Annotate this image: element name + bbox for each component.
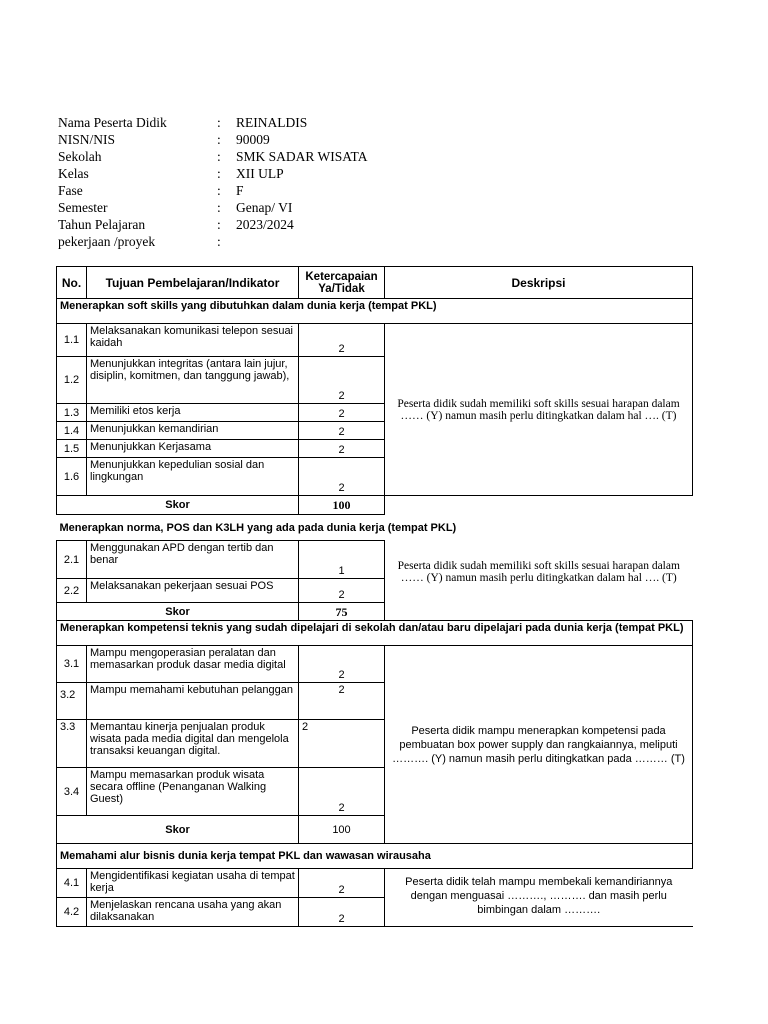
item-no: 1.1 xyxy=(57,324,87,357)
info-value: F xyxy=(236,183,244,198)
item-value: 2 xyxy=(299,898,385,927)
info-value: REINALDIS xyxy=(236,115,308,130)
skor-row xyxy=(57,603,693,621)
skor-value: 75 xyxy=(299,603,385,621)
table-row xyxy=(57,646,693,683)
skor-value: 100 xyxy=(299,496,385,515)
info-colon: : xyxy=(217,183,221,198)
skor-label: Skor xyxy=(57,603,299,621)
section-description: Peserta didik sudah memiliki soft skills sesuai harapan dalam …… (Y) namun masih perlu ditingkatkan dalam hal …. (T) xyxy=(385,324,693,496)
item-text: Memiliki etos kerja xyxy=(87,404,299,422)
info-label: Nama Peserta Didik xyxy=(58,115,167,130)
table-row xyxy=(57,324,693,357)
section-title-row xyxy=(57,621,693,646)
info-value: XII ULP xyxy=(236,166,284,181)
assessment-table xyxy=(56,266,693,927)
section-title: Menerapkan norma, POS dan K3LH yang ada pada dunia kerja (tempat PKL) xyxy=(59,521,457,534)
item-text: Mampu memahami kebutuhan pelanggan xyxy=(87,683,299,720)
item-value: 2 xyxy=(299,440,385,458)
section-description: Peserta didik mampu menerapkan kompetensi pada pembuatan box power supply dan rangkaiannya, meliputi ………. (Y) namun masih perlu ditingkatkan pada ……… (T) xyxy=(385,646,693,844)
item-text: Menggunakan APD dengan tertib dan benar xyxy=(87,541,299,579)
table-row xyxy=(57,869,693,898)
item-value: 2 xyxy=(299,422,385,440)
section-title: Menerapkan soft skills yang dibutuhkan dalam dunia kerja (tempat PKL) xyxy=(57,299,693,324)
item-value: 2 xyxy=(299,357,385,404)
info-colon: : xyxy=(217,149,221,164)
item-text: Memantau kinerja penjualan produk wisata pada media digital dan mengelola transaksi keuangan digital. xyxy=(87,720,299,768)
section-title-row xyxy=(57,299,693,324)
section-description: Peserta didik telah mampu membekali kemandiriannya dengan menguasai ………., ………. dan masih perlu bimbingan dalam ………. xyxy=(385,869,693,927)
empty-cell xyxy=(385,603,693,621)
skor-row xyxy=(57,496,693,515)
info-value: SMK SADAR WISATA xyxy=(236,149,368,164)
info-label: Sekolah xyxy=(58,149,102,164)
item-no: 3.2 xyxy=(57,683,87,720)
table-header-row xyxy=(57,267,693,299)
table-row xyxy=(57,541,693,579)
empty-cell xyxy=(385,496,693,515)
item-text: Menunjukkan integritas (antara lain jujur, disiplin, komitmen, dan tanggung jawab), xyxy=(87,357,299,404)
info-colon: : xyxy=(217,132,221,147)
item-value: 2 xyxy=(299,768,385,816)
section-title: Memahami alur bisnis dunia kerja tempat PKL dan wawasan wirausaha xyxy=(57,844,693,869)
item-value: 2 xyxy=(299,458,385,496)
header-ketercapaian: Ketercapaian Ya/Tidak xyxy=(299,267,385,299)
info-label: Semester xyxy=(58,200,108,215)
info-colon: : xyxy=(217,234,221,249)
info-label: Kelas xyxy=(58,166,89,181)
item-no: 4.2 xyxy=(57,898,87,927)
item-no: 4.1 xyxy=(57,869,87,898)
header-no: No. xyxy=(57,267,87,299)
info-colon: : xyxy=(217,115,221,130)
item-no: 1.4 xyxy=(57,422,87,440)
item-no: 3.4 xyxy=(57,768,87,816)
item-text: Menunjukkan kemandirian xyxy=(87,422,299,440)
section-title-row xyxy=(57,844,693,869)
info-colon: : xyxy=(217,200,221,215)
item-no: 1.5 xyxy=(57,440,87,458)
item-no: 3.1 xyxy=(57,646,87,683)
info-label: pekerjaan /proyek xyxy=(58,234,156,249)
item-no: 2.2 xyxy=(57,579,87,603)
item-value: 2 xyxy=(299,579,385,603)
header-deskripsi: Deskripsi xyxy=(385,267,693,299)
section-description: Peserta didik sudah memiliki soft skills sesuai harapan dalam …… (Y) namun masih perlu ditingkatkan dalam hal …. (T) xyxy=(397,559,680,584)
section-title: Menerapkan kompetensi teknis yang sudah dipelajari di sekolah dan/atau baru dipelajari pada dunia kerja (tempat PKL) xyxy=(57,621,693,646)
info-colon: : xyxy=(217,217,221,232)
item-text: Mengidentifikasi kegiatan usaha di tempat kerja xyxy=(87,869,299,898)
section-title-row xyxy=(57,515,693,541)
item-value: 2 xyxy=(299,683,385,720)
info-label: Tahun Pelajaran xyxy=(58,217,146,232)
info-value: 2023/2024 xyxy=(236,217,294,232)
item-no: 1.3 xyxy=(57,404,87,422)
item-no: 1.6 xyxy=(57,458,87,496)
item-text: Menunjukkan kepedulian sosial dan lingkungan xyxy=(87,458,299,496)
header-tujuan: Tujuan Pembelajaran/Indikator xyxy=(87,267,299,299)
item-value: 2 xyxy=(299,869,385,898)
item-value: 2 xyxy=(299,720,385,768)
info-value: Genap/ VI xyxy=(236,200,293,215)
item-no: 3.3 xyxy=(57,720,87,768)
item-no: 2.1 xyxy=(57,541,87,579)
skor-label: Skor xyxy=(57,816,299,844)
item-text: Melaksanakan komunikasi telepon sesuai kaidah xyxy=(87,324,299,357)
skor-label: Skor xyxy=(57,496,299,515)
item-text: Melaksanakan pekerjaan sesuai POS xyxy=(87,579,299,603)
item-value: 2 xyxy=(299,404,385,422)
item-value: 2 xyxy=(299,324,385,357)
info-colon: : xyxy=(217,166,221,181)
item-value: 1 xyxy=(299,541,385,579)
info-value: 90009 xyxy=(236,132,270,147)
item-text: Menunjukkan Kerjasama xyxy=(87,440,299,458)
item-text: Menjelaskan rencana usaha yang akan dilaksanakan xyxy=(87,898,299,927)
item-value: 2 xyxy=(299,646,385,683)
item-no: 1.2 xyxy=(57,357,87,404)
item-text: Mampu mengoperasian peralatan dan memasarkan produk dasar media digital xyxy=(87,646,299,683)
info-label: Fase xyxy=(58,183,83,198)
info-label: NISN/NIS xyxy=(58,132,116,147)
item-text: Mampu memasarkan produk wisata secara offline (Penanganan Walking Guest) xyxy=(87,768,299,816)
skor-value: 100 xyxy=(299,816,385,844)
